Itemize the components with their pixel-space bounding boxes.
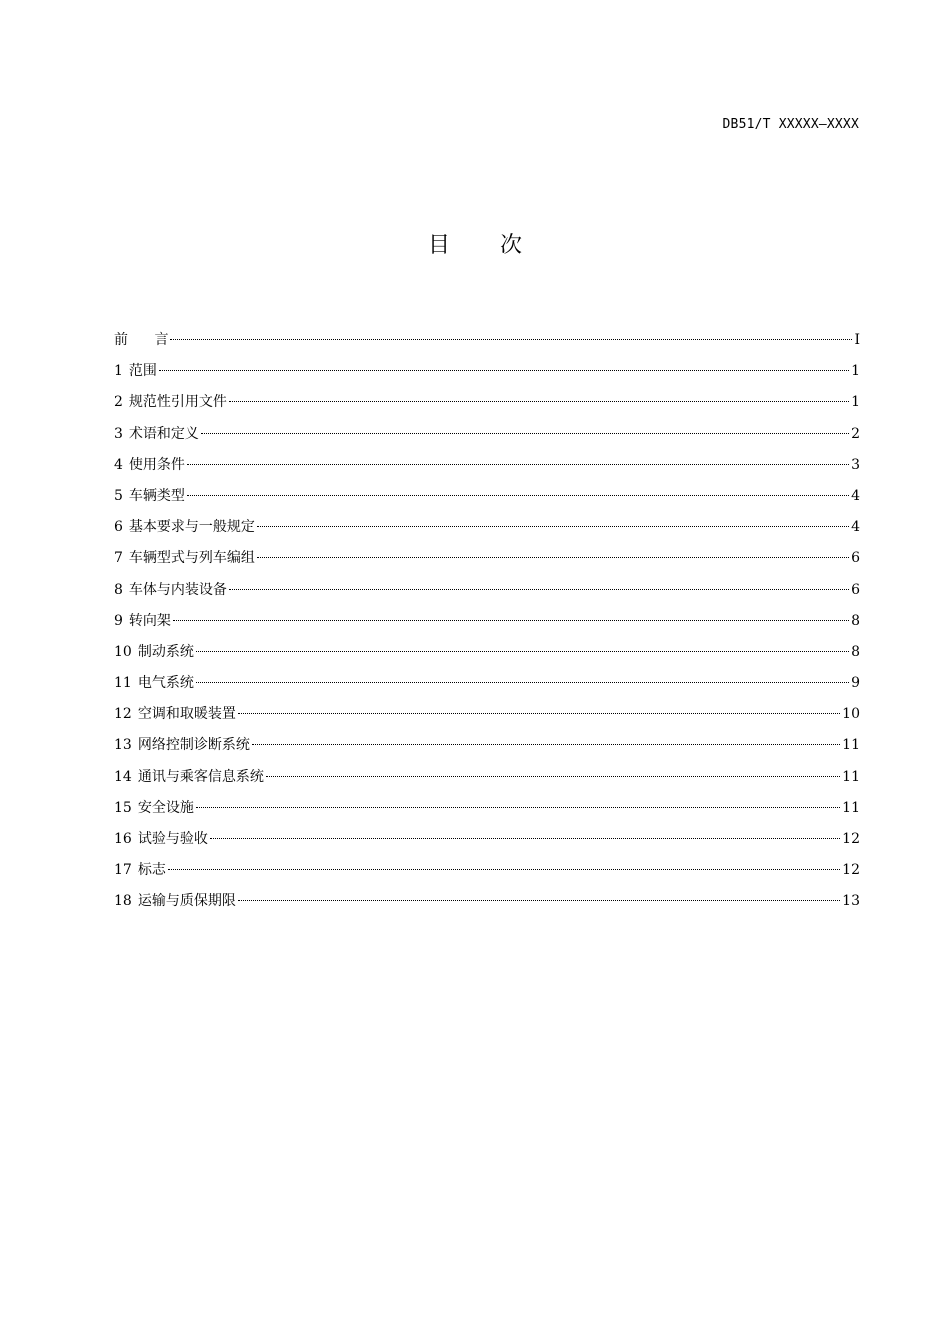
toc-entry-number: 9: [114, 612, 123, 629]
toc-entry-number: 10: [114, 643, 132, 660]
toc-entry-label: 规范性引用文件: [128, 394, 227, 411]
toc-entry-page: 12: [842, 862, 860, 879]
toc-entry-label: 通讯与乘客信息系统: [137, 768, 264, 785]
toc-leader-dots: [257, 557, 849, 558]
toc-entry-number: 5: [114, 487, 123, 504]
toc-entry-number: 2: [114, 394, 123, 411]
toc-entry-page: 4: [851, 519, 860, 536]
toc-entry-page: 11: [842, 799, 860, 816]
toc-title-char-2: 次: [500, 233, 523, 258]
toc-entry-page: 6: [851, 581, 860, 598]
toc-entry-label: 转向架: [128, 612, 171, 629]
toc-entry-label: 安全设施: [137, 799, 194, 816]
toc-entry[interactable]: [114, 389, 860, 420]
toc-entry[interactable]: [114, 514, 860, 545]
toc-leader-dots: [196, 651, 849, 652]
toc-entry-label: 前 言: [114, 332, 169, 348]
toc-leader-dots: [170, 339, 852, 340]
toc-entry-number: 16: [114, 831, 132, 847]
toc-leader-dots: [168, 869, 840, 870]
toc-entry-page: 11: [842, 737, 860, 754]
toc-entry[interactable]: [114, 483, 860, 514]
toc-leader-dots: [173, 620, 849, 621]
toc-list: [114, 327, 860, 920]
toc-entry-page: 8: [851, 612, 860, 629]
toc-entry-page: 12: [842, 831, 860, 847]
toc-entry[interactable]: [114, 639, 860, 670]
toc-entry[interactable]: [114, 732, 860, 763]
toc-entry-label: 车辆型式与列车编组: [128, 550, 255, 567]
toc-entry-label: 基本要求与一般规定: [128, 519, 255, 536]
toc-entry-label: 车体与内装设备: [128, 581, 227, 598]
toc-entry-number: 12: [114, 706, 132, 723]
toc-leader-dots: [238, 713, 840, 714]
toc-leader-dots: [252, 744, 840, 745]
toc-entry-page: 10: [842, 706, 860, 723]
toc-leader-dots: [229, 589, 849, 590]
toc-entry-label: 电气系统: [137, 675, 194, 692]
toc-entry-page: 13: [842, 893, 860, 910]
toc-entry-label: 使用条件: [128, 456, 185, 473]
toc-entry-page: 1: [851, 394, 860, 411]
toc-entry-number: 15: [114, 799, 132, 816]
toc-entry-number: 17: [114, 862, 132, 879]
toc-entry-page: 2: [851, 425, 860, 442]
toc-entry[interactable]: [114, 795, 860, 826]
toc-leader-dots: [210, 838, 840, 839]
toc-entry-number: 3: [114, 425, 123, 442]
toc-entry[interactable]: [114, 452, 860, 483]
toc-entry-label: 制动系统: [137, 643, 194, 660]
toc-entry-label: 术语和定义: [128, 425, 199, 442]
toc-entry-number: 7: [114, 550, 123, 567]
toc-entry-label: 标志: [137, 862, 166, 879]
toc-entry[interactable]: [114, 670, 860, 701]
toc-entry-number: 14: [114, 768, 132, 785]
toc-leader-dots: [266, 776, 840, 777]
toc-entry-page: I: [854, 332, 860, 348]
toc-entry-number: 4: [114, 456, 123, 473]
toc-entry[interactable]: [114, 857, 860, 888]
toc-leader-dots: [257, 526, 849, 527]
toc-entry-page: 6: [851, 550, 860, 567]
toc-leader-dots: [187, 464, 849, 465]
toc-entry-label: 运输与质保期限: [137, 893, 236, 910]
toc-entry-preface[interactable]: [114, 327, 860, 358]
toc-leader-dots: [229, 401, 849, 402]
toc-entry-number: 11: [114, 675, 132, 692]
toc-leader-dots: [159, 370, 849, 371]
toc-entry[interactable]: [114, 826, 860, 857]
toc-entry[interactable]: [114, 545, 860, 576]
toc-entry-number: 6: [114, 519, 123, 536]
toc-leader-dots: [201, 433, 849, 434]
toc-entry-page: 8: [851, 643, 860, 660]
toc-leader-dots: [238, 900, 840, 901]
toc-leader-dots: [196, 682, 849, 683]
toc-entry[interactable]: [114, 577, 860, 608]
standard-code: DB51/T XXXXX—XXXX: [722, 117, 859, 132]
toc-entry-label: 车辆类型: [128, 487, 185, 504]
toc-entry[interactable]: [114, 888, 860, 919]
toc-entry-label: 空调和取暖装置: [137, 706, 236, 723]
toc-entry-page: 1: [851, 363, 860, 380]
toc-entry-page: 4: [851, 487, 860, 504]
toc-entry-label: 网络控制诊断系统: [137, 737, 250, 754]
toc-entry[interactable]: [114, 421, 860, 452]
toc-title-char-1: 目: [427, 233, 450, 258]
toc-entry-number: 13: [114, 737, 132, 754]
toc-leader-dots: [187, 495, 849, 496]
toc-entry[interactable]: [114, 608, 860, 639]
toc-entry-number: 8: [114, 581, 123, 598]
toc-entry-page: 3: [851, 456, 860, 473]
toc-entry-label: 试验与验收: [137, 831, 208, 847]
toc-leader-dots: [196, 807, 840, 808]
toc-entry-number: 18: [114, 893, 132, 910]
toc-entry-number: 1: [114, 363, 123, 380]
toc-entry-page: 11: [842, 768, 860, 785]
toc-entry[interactable]: [114, 358, 860, 389]
toc-entry-label: 范围: [128, 363, 157, 380]
toc-entry-page: 9: [851, 675, 860, 692]
toc-title: [0, 231, 950, 261]
toc-entry[interactable]: [114, 701, 860, 732]
toc-entry[interactable]: [114, 764, 860, 795]
